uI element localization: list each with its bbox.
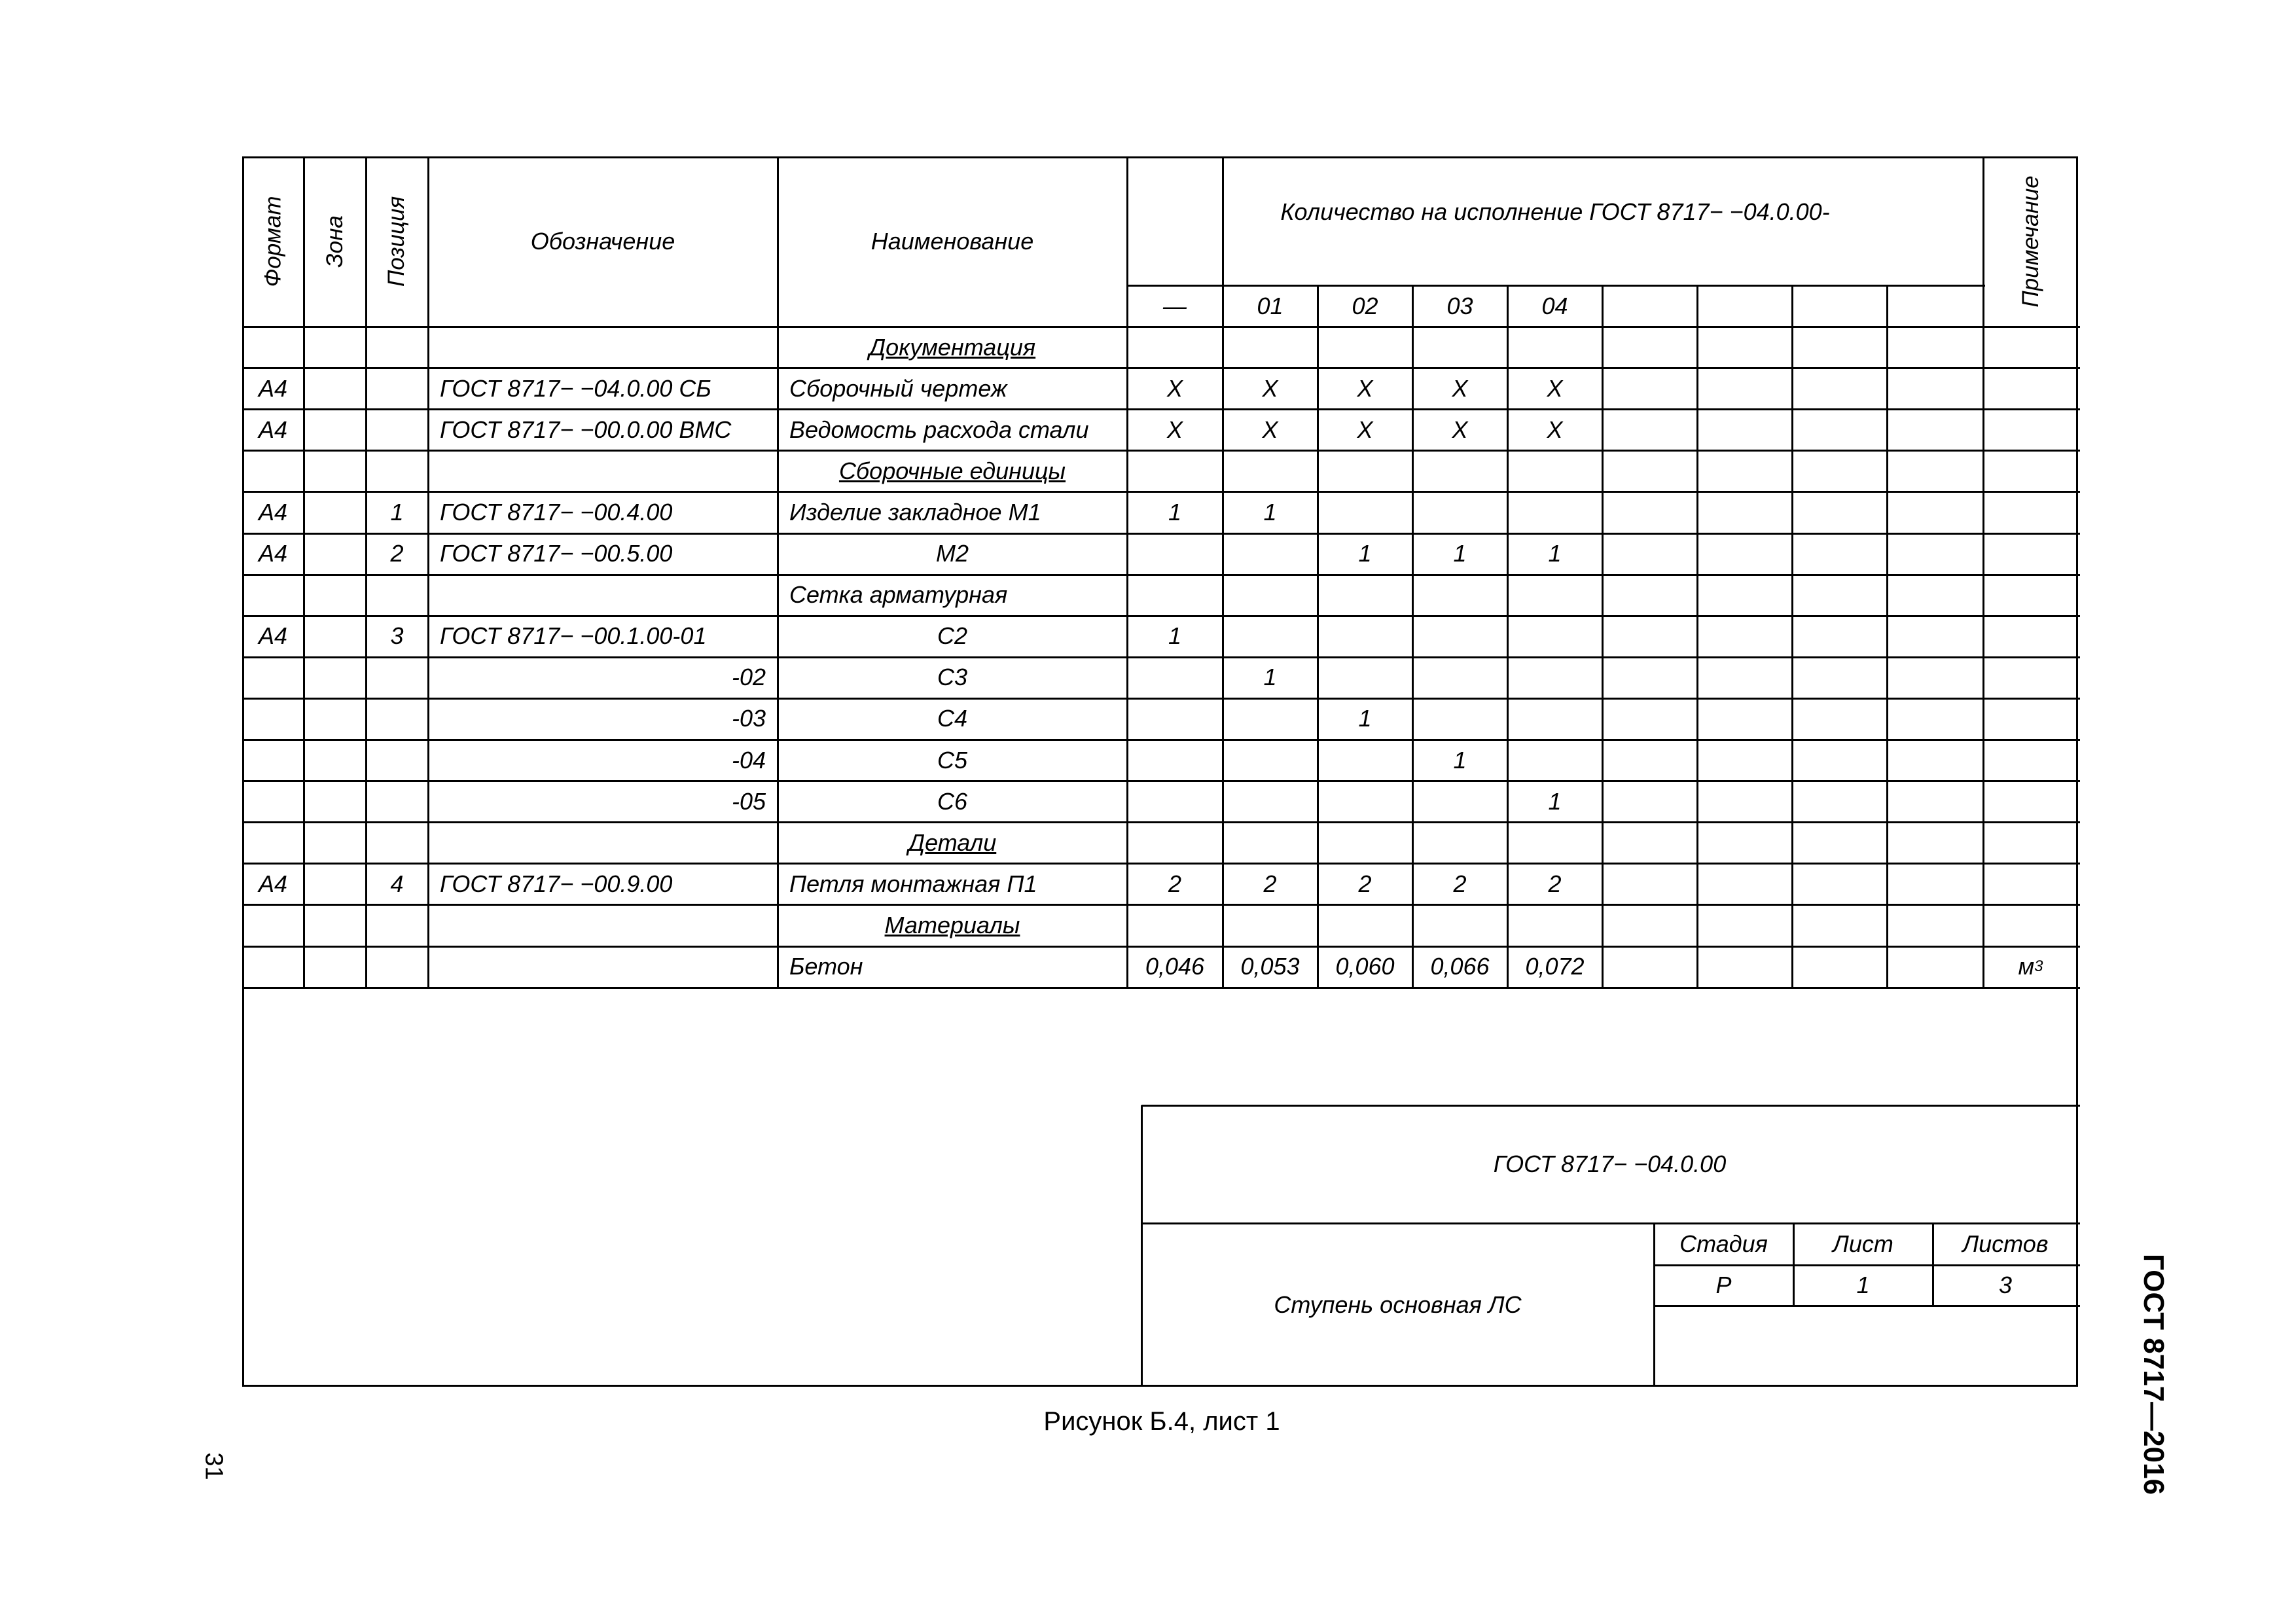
cell-format: А4 — [258, 498, 288, 526]
cell-quantity — [1507, 698, 1602, 740]
cell-quantity — [1412, 781, 1507, 822]
cell-format: А4 — [258, 416, 288, 443]
figure-caption: Рисунок Б.4, лист 1 — [1043, 1407, 1280, 1436]
cell-quantity: 2 — [1548, 870, 1562, 897]
cell-quantity: 2 — [1453, 870, 1467, 897]
cell-quantity: 0,072 — [1525, 953, 1585, 980]
cell-note — [1983, 368, 2078, 409]
section-heading: Документация — [869, 333, 1036, 361]
cell-quantity: X — [1357, 374, 1373, 402]
cell-quantity — [1507, 450, 1602, 491]
cell-note — [1983, 491, 2078, 533]
column-rule — [1886, 285, 1888, 988]
cell-quantity — [1318, 904, 1412, 946]
cell-designation: -03 — [731, 705, 766, 732]
cell-designation: -05 — [731, 787, 766, 815]
cell-format — [242, 698, 304, 740]
cell-quantity — [1318, 657, 1412, 698]
sheet-value: 1 — [1856, 1272, 1870, 1298]
cell-quantity — [1318, 740, 1412, 781]
cell-quantity: 2 — [1168, 870, 1182, 897]
cell-name: Сетка арматурная — [789, 581, 1008, 609]
cell-name: Петля монтажная П1 — [789, 870, 1037, 897]
cell-note — [1983, 575, 2078, 616]
cell-quantity — [1412, 491, 1507, 533]
cell-quantity: 1 — [1358, 705, 1372, 732]
cell-quantity: 1 — [1263, 664, 1277, 691]
cell-quantity — [1412, 327, 1507, 368]
cell-quantity — [1412, 698, 1507, 740]
cell-position — [366, 450, 428, 491]
cell-position: 2 — [390, 540, 404, 567]
cell-quantity: 0,053 — [1240, 953, 1300, 980]
cell-quantity — [1223, 904, 1318, 946]
cell-name: С6 — [937, 787, 968, 815]
cell-position — [366, 657, 428, 698]
stage-value: Р — [1715, 1272, 1732, 1298]
header-zone: Зона — [321, 215, 348, 268]
cell-note: м 3 — [2018, 953, 2043, 980]
cell-quantity — [1318, 822, 1412, 863]
cell-designation: ГОСТ 8717− −00.0.00 ВМС — [440, 416, 732, 443]
sheets-value: 3 — [1998, 1272, 2013, 1298]
cell-position — [366, 575, 428, 616]
cell-position — [366, 698, 428, 740]
cell-format — [242, 575, 304, 616]
cell-quantity — [1223, 740, 1318, 781]
section-heading: Детали — [908, 829, 997, 856]
sheets-label: Листов — [1962, 1230, 2049, 1257]
cell-quantity — [1127, 904, 1223, 946]
header-note: Примечание — [2017, 175, 2043, 308]
cell-position — [366, 327, 428, 368]
cell-name: С2 — [937, 622, 968, 650]
cell-name: Изделие закладное М1 — [789, 498, 1041, 526]
cell-position — [366, 822, 428, 863]
cell-quantity — [1507, 740, 1602, 781]
cell-quantity: X — [1166, 374, 1183, 402]
cell-format — [242, 781, 304, 822]
cell-quantity: X — [1547, 374, 1563, 402]
cell-quantity — [1223, 450, 1318, 491]
cell-quantity — [1127, 740, 1223, 781]
cell-position — [366, 740, 428, 781]
cell-designation: ГОСТ 8717− −00.4.00 — [440, 498, 673, 526]
header-format: Формат — [260, 196, 286, 287]
cell-quantity — [1127, 575, 1223, 616]
header-position: Позиция — [384, 196, 410, 287]
cell-quantity — [1507, 904, 1602, 946]
cell-position: 1 — [390, 498, 404, 526]
cell-format: А4 — [258, 540, 288, 567]
cell-format — [242, 657, 304, 698]
cell-quantity — [1507, 616, 1602, 657]
cell-note — [1983, 904, 2078, 946]
cell-quantity — [1127, 533, 1223, 575]
header-name: Наименование — [870, 228, 1034, 255]
cell-quantity: X — [1547, 416, 1563, 443]
cell-note — [1983, 327, 2078, 368]
cell-quantity — [1318, 575, 1412, 616]
cell-quantity — [1412, 450, 1507, 491]
header-quantity-title: Количество на исполнение ГОСТ 8717− −04.0.00- — [1280, 198, 1830, 225]
cell-note — [1983, 740, 2078, 781]
cell-note — [1983, 863, 2078, 904]
cell-note — [1983, 822, 2078, 863]
stage-label: Стадия — [1679, 1230, 1768, 1257]
cell-quantity — [1412, 904, 1507, 946]
cell-position: 4 — [390, 870, 404, 897]
cell-position — [366, 781, 428, 822]
cell-quantity — [1318, 616, 1412, 657]
page-number: 31 — [200, 1452, 228, 1480]
cell-quantity: X — [1452, 416, 1468, 443]
cell-designation — [428, 327, 778, 368]
cell-note — [1983, 450, 2078, 491]
cell-quantity — [1127, 698, 1223, 740]
cell-quantity: 2 — [1358, 870, 1372, 897]
cell-quantity: 1 — [1168, 622, 1182, 650]
header-variant-1: 01 — [1257, 292, 1283, 319]
header-variant-3: 03 — [1446, 292, 1473, 319]
cell-format — [242, 450, 304, 491]
cell-note — [1983, 533, 2078, 575]
cell-note — [1983, 698, 2078, 740]
cell-note — [1983, 781, 2078, 822]
cell-quantity: 1 — [1263, 498, 1277, 526]
cell-designation — [428, 822, 778, 863]
cell-quantity — [1223, 616, 1318, 657]
cell-quantity — [1127, 327, 1223, 368]
cell-quantity — [1412, 822, 1507, 863]
cell-quantity: 1 — [1548, 540, 1562, 567]
cell-quantity: 1 — [1453, 746, 1467, 774]
cell-designation: ГОСТ 8717− −00.5.00 — [440, 540, 673, 567]
cell-quantity — [1223, 698, 1318, 740]
cell-quantity — [1318, 327, 1412, 368]
cell-note — [1983, 616, 2078, 657]
cell-designation — [428, 904, 778, 946]
cell-position: 3 — [390, 622, 404, 650]
cell-quantity: X — [1262, 416, 1278, 443]
cell-note — [1983, 657, 2078, 698]
cell-quantity: 1 — [1453, 540, 1467, 567]
cell-quantity: 0,066 — [1430, 953, 1490, 980]
column-rule — [1696, 285, 1698, 988]
cell-name: С3 — [937, 664, 968, 691]
cell-quantity — [1127, 450, 1223, 491]
header-variant-0: — — [1163, 292, 1187, 319]
cell-note — [1983, 409, 2078, 450]
cell-quantity — [1412, 657, 1507, 698]
column-rule — [1791, 285, 1793, 988]
header-designation: Обозначение — [530, 228, 675, 255]
cell-quantity — [1412, 616, 1507, 657]
cell-format — [242, 946, 304, 988]
cell-designation: ГОСТ 8717− −04.0.00 СБ — [440, 374, 711, 402]
section-heading: Материалы — [884, 911, 1020, 938]
cell-name: Сборочный чертеж — [789, 374, 1007, 402]
side-standard-label: ГОСТ 8717—2016 — [2138, 1253, 2170, 1495]
cell-quantity — [1507, 657, 1602, 698]
cell-designation — [428, 450, 778, 491]
header-variant-4: 04 — [1541, 292, 1568, 319]
cell-quantity: 0,060 — [1335, 953, 1395, 980]
title-name: Ступень основная ЛС — [1274, 1291, 1522, 1318]
cell-quantity — [1507, 822, 1602, 863]
cell-quantity: 2 — [1263, 870, 1277, 897]
cell-designation: ГОСТ 8717− −00.9.00 — [440, 870, 673, 897]
cell-quantity — [1127, 822, 1223, 863]
cell-quantity — [1318, 781, 1412, 822]
cell-designation — [428, 575, 778, 616]
cell-quantity: X — [1262, 374, 1278, 402]
cell-quantity — [1223, 575, 1318, 616]
cell-designation: -04 — [731, 746, 766, 774]
cell-quantity — [1223, 781, 1318, 822]
cell-quantity — [1507, 327, 1602, 368]
cell-designation — [428, 946, 778, 988]
cell-position — [366, 904, 428, 946]
cell-format: А4 — [258, 622, 288, 650]
cell-quantity — [1318, 450, 1412, 491]
cell-quantity — [1223, 822, 1318, 863]
cell-quantity — [1507, 575, 1602, 616]
cell-quantity: 0,046 — [1145, 953, 1205, 980]
cell-format: А4 — [258, 870, 288, 897]
cell-name: М2 — [935, 540, 969, 567]
cell-quantity: X — [1452, 374, 1468, 402]
header-variant-2: 02 — [1352, 292, 1378, 319]
cell-designation: -02 — [731, 664, 766, 691]
cell-name: С5 — [937, 746, 968, 774]
cell-position — [366, 946, 428, 988]
cell-name: Ведомость расхода стали — [789, 416, 1089, 443]
cell-quantity — [1318, 491, 1412, 533]
cell-format — [242, 822, 304, 863]
sheet-label: Лист — [1833, 1230, 1893, 1257]
cell-quantity: X — [1357, 416, 1373, 443]
cell-format: А4 — [258, 374, 288, 402]
cell-position — [366, 409, 428, 450]
cell-name: Бетон — [789, 953, 863, 980]
cell-designation: ГОСТ 8717− −00.1.00-01 — [440, 622, 707, 650]
cell-quantity — [1412, 575, 1507, 616]
cell-quantity — [1223, 533, 1318, 575]
cell-format — [242, 740, 304, 781]
title-designation: ГОСТ 8717− −04.0.00 — [1493, 1150, 1727, 1177]
cell-format — [242, 904, 304, 946]
cell-quantity — [1223, 327, 1318, 368]
cell-name: С4 — [937, 705, 968, 732]
cell-quantity — [1507, 491, 1602, 533]
cell-quantity — [1127, 657, 1223, 698]
section-heading: Сборочные единицы — [838, 457, 1066, 484]
cell-format — [242, 327, 304, 368]
cell-quantity: X — [1166, 416, 1183, 443]
cell-quantity: 1 — [1548, 787, 1562, 815]
cell-position — [366, 368, 428, 409]
cell-quantity: 1 — [1358, 540, 1372, 567]
cell-quantity: 1 — [1168, 498, 1182, 526]
cell-quantity — [1127, 781, 1223, 822]
